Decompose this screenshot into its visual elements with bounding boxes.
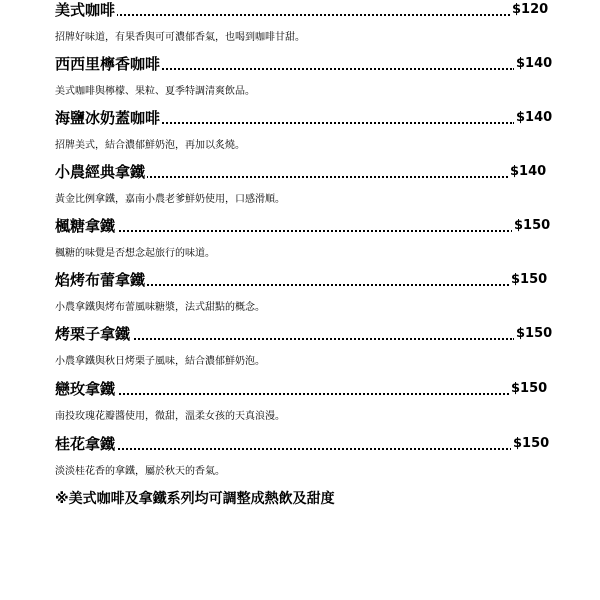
menu-item-name: 桂花拿鐵 <box>55 435 116 453</box>
menu-item <box>55 270 548 315</box>
menu-item <box>55 324 553 369</box>
menu-item <box>55 54 553 99</box>
menu-item <box>55 434 550 479</box>
dotted-leader <box>55 393 509 395</box>
dotted-leader <box>55 14 510 16</box>
menu-item-description: 淡淡桂花香的拿鐵，屬於秋天的香氣。 <box>55 466 225 477</box>
menu-item-row <box>55 162 545 184</box>
menu-item-price: $120 <box>510 0 548 20</box>
menu-item-description: 黃金比例拿鐵，嘉南小農老爹鮮奶使用，口感滑順。 <box>55 194 285 205</box>
menu-item-name: 小農經典拿鐵 <box>55 163 146 181</box>
menu-item <box>55 162 545 207</box>
menu-item-name: 戀玫拿鐵 <box>55 380 116 398</box>
menu-item-price: $150 <box>514 324 552 344</box>
dotted-leader <box>55 448 512 450</box>
menu-item-price: $150 <box>511 434 549 454</box>
menu-item-row <box>55 108 553 130</box>
menu-item-name: 美式咖啡 <box>55 1 116 19</box>
menu-item-description: 美式咖啡與檸檬、果粒、夏季特調清爽飲品。 <box>55 86 255 97</box>
menu-item-row <box>55 270 548 292</box>
menu-item-price: $140 <box>508 162 546 182</box>
dotted-leader <box>55 230 513 232</box>
menu-item-price: $150 <box>509 270 547 290</box>
menu-item-row <box>55 0 549 22</box>
menu-item-row <box>55 324 553 346</box>
menu-item-description: 小農拿鐵與秋日烤栗子風味，結合濃郁鮮奶泡。 <box>55 356 265 367</box>
menu-footnote: ※美式咖啡及拿鐵系列均可調整成熱飲及甜度 <box>55 491 335 507</box>
menu-item-row <box>55 434 550 456</box>
menu-item-row <box>55 216 551 238</box>
menu-item <box>55 379 548 424</box>
menu-item <box>55 0 549 45</box>
menu-item-price: $140 <box>514 54 552 74</box>
menu-item-description: 小農拿鐵與烤布蕾風味糖漿，法式甜點的概念。 <box>55 302 265 313</box>
menu-item-description: 招牌好味道，有果香與可可濃郁香氣，也喝到咖啡甘甜。 <box>55 32 305 43</box>
menu-item-description: 招牌美式，結合濃郁鮮奶泡，再加以炙燒。 <box>55 140 245 151</box>
menu-item-row <box>55 379 548 401</box>
menu-item-price: $150 <box>509 379 547 399</box>
menu-item-description: 楓糖的味覺是否想念起旅行的味道。 <box>55 248 215 259</box>
menu-item <box>55 108 553 153</box>
menu-item-price: $140 <box>514 108 552 128</box>
menu-item-name: 西西里檸香咖啡 <box>55 55 161 73</box>
menu-item-name: 海鹽冰奶蓋咖啡 <box>55 109 161 127</box>
menu-item-name: 烤栗子拿鐵 <box>55 325 131 343</box>
menu-item-row <box>55 54 553 76</box>
menu-item <box>55 216 551 261</box>
menu-item-price: $150 <box>512 216 550 236</box>
menu-item-description: 南投玫瑰花瓣醬使用，微甜，溫柔女孩的天真浪漫。 <box>55 411 285 422</box>
menu-item-name: 焰烤布蕾拿鐵 <box>55 271 146 289</box>
menu-item-name: 楓糖拿鐵 <box>55 217 116 235</box>
